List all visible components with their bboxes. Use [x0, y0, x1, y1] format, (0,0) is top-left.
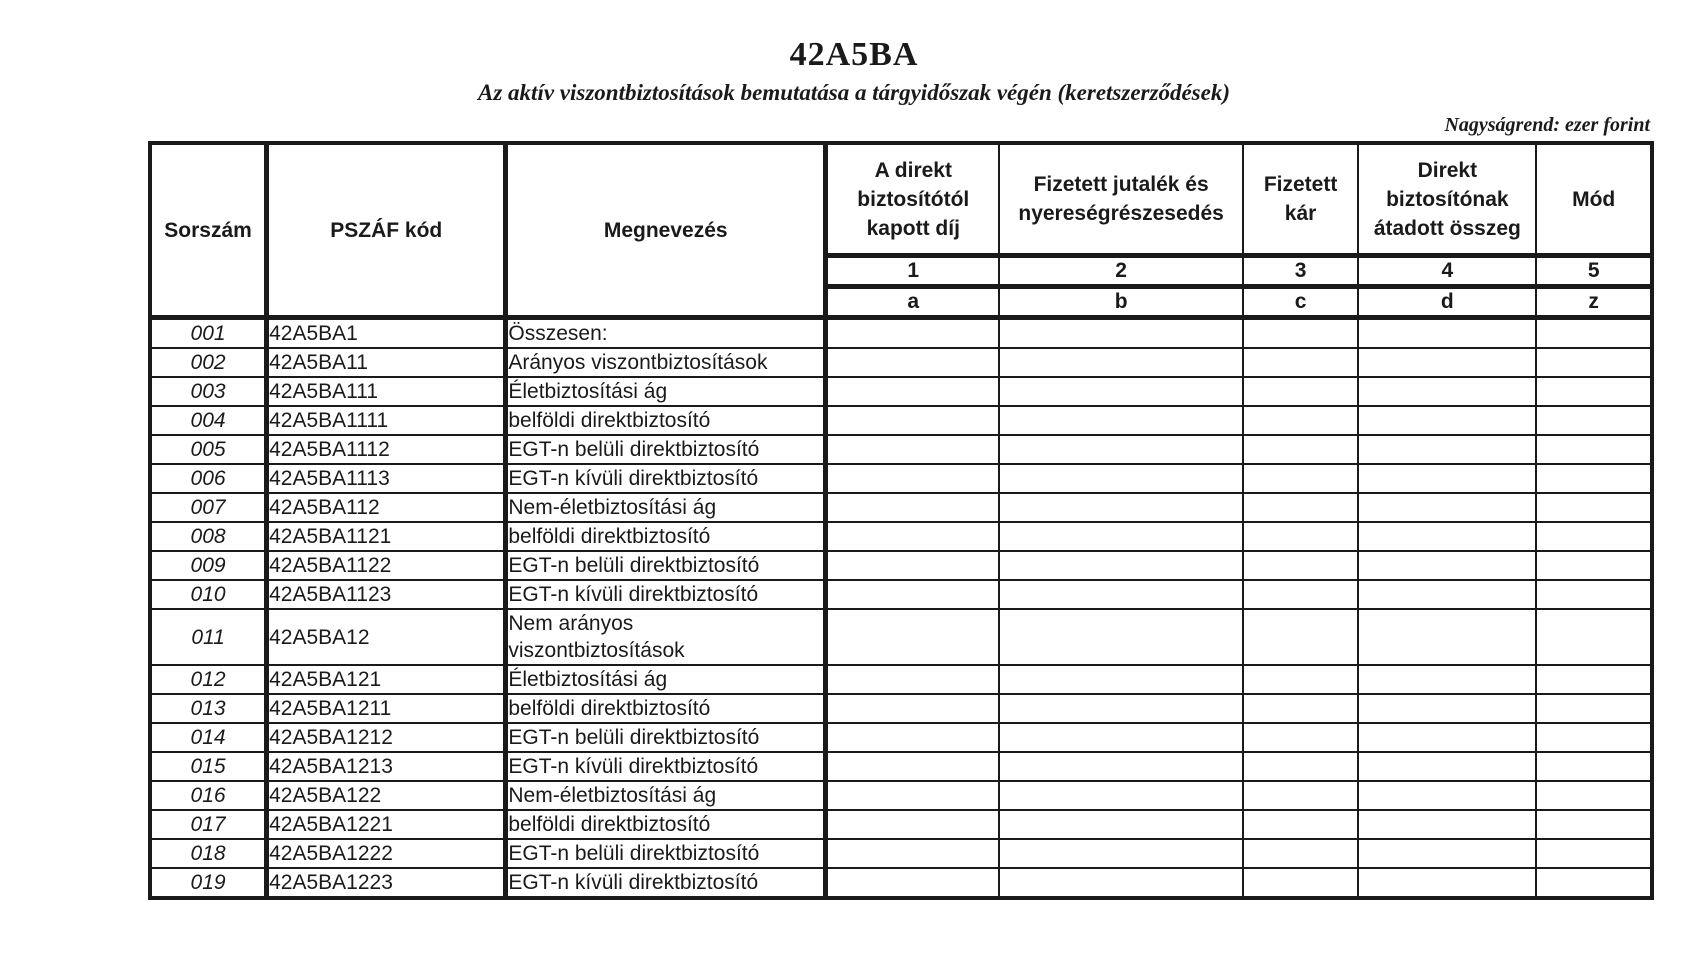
value-cell-col-5[interactable]: [1536, 551, 1652, 580]
value-cell-col-2[interactable]: [999, 868, 1242, 898]
row-name-line: Életbiztosítási ág: [508, 380, 668, 403]
value-cell-col-4[interactable]: [1358, 609, 1536, 665]
row-name: [506, 348, 826, 377]
header-col-letter: a: [826, 287, 1000, 318]
row-pszaf-code: 42A5BA1121: [267, 522, 506, 551]
value-cell-col-3[interactable]: [1243, 694, 1359, 723]
header-name: Megnevezés: [506, 143, 826, 318]
table-row: [150, 839, 1652, 868]
value-cell-col-5[interactable]: [1536, 464, 1652, 493]
value-cell-col-3[interactable]: [1243, 493, 1359, 522]
form-subtitle: Az aktív viszontbiztosítások bemutatása a tárgyidőszak végén (keretszerződések): [478, 80, 1230, 105]
row-seq: 007: [150, 493, 267, 522]
table-row: [150, 723, 1652, 752]
value-cell-col-1[interactable]: [826, 348, 1000, 377]
row-name-line: EGT-n belüli direktbiztosító: [508, 438, 760, 461]
value-cell-col-5[interactable]: [1536, 348, 1652, 377]
value-cell-col-3[interactable]: [1243, 810, 1359, 839]
row-seq: 017: [150, 810, 267, 839]
value-cell-col-5[interactable]: [1536, 839, 1652, 868]
row-pszaf-code: 42A5BA1221: [267, 810, 506, 839]
header-col-number: 1: [826, 256, 1000, 287]
row-seq: 004: [150, 406, 267, 435]
row-pszaf-code: 42A5BA1212: [267, 723, 506, 752]
header-col-3: [1243, 143, 1359, 256]
row-name: [506, 609, 826, 665]
value-cell-col-4[interactable]: [1358, 694, 1536, 723]
value-cell-col-2[interactable]: [999, 810, 1242, 839]
value-cell-col-2[interactable]: [999, 551, 1242, 580]
header-col-letter: c: [1243, 287, 1359, 318]
row-seq: 015: [150, 752, 267, 781]
value-cell-col-2[interactable]: [999, 318, 1242, 349]
row-name-line: belföldi direktbiztosító: [508, 697, 711, 720]
row-pszaf-code: 42A5BA122: [267, 781, 506, 810]
value-cell-col-4[interactable]: [1358, 318, 1536, 349]
row-pszaf-code: 42A5BA1111: [267, 406, 506, 435]
row-name: [506, 694, 826, 723]
value-cell-col-3[interactable]: [1243, 839, 1359, 868]
value-cell-col-5[interactable]: [1536, 868, 1652, 898]
row-name: [506, 406, 826, 435]
value-cell-col-5[interactable]: [1536, 665, 1652, 694]
header-col-label-line: kapott díj: [866, 216, 960, 240]
value-cell-col-3[interactable]: [1243, 318, 1359, 349]
header-col-letter: b: [999, 287, 1242, 318]
value-cell-col-4[interactable]: [1358, 493, 1536, 522]
row-seq: 016: [150, 781, 267, 810]
row-name: [506, 752, 826, 781]
row-pszaf-code: 42A5BA1211: [267, 694, 506, 723]
value-cell-col-4[interactable]: [1358, 810, 1536, 839]
value-cell-col-1[interactable]: [826, 318, 1000, 349]
table-row: [150, 318, 1652, 349]
value-cell-col-2[interactable]: [999, 377, 1242, 406]
table-row: [150, 752, 1652, 781]
header-col-number: 3: [1243, 256, 1359, 287]
value-cell-col-3[interactable]: [1243, 781, 1359, 810]
value-cell-col-3[interactable]: [1243, 464, 1359, 493]
row-name: [506, 723, 826, 752]
value-cell-col-4[interactable]: [1358, 464, 1536, 493]
value-cell-col-1[interactable]: [826, 377, 1000, 406]
value-cell-col-1[interactable]: [826, 810, 1000, 839]
value-cell-col-3[interactable]: [1243, 723, 1359, 752]
header-col-4: [1358, 143, 1536, 256]
value-cell-col-1[interactable]: [826, 868, 1000, 898]
row-seq: 019: [150, 868, 267, 898]
header-col-label-line: Fizetett jutalék és: [1033, 173, 1209, 196]
value-cell-col-1[interactable]: [826, 580, 1000, 609]
value-cell-col-3[interactable]: [1243, 868, 1359, 898]
value-cell-col-3[interactable]: [1243, 406, 1359, 435]
value-cell-col-2[interactable]: [999, 694, 1242, 723]
row-pszaf-code: 42A5BA1223: [267, 868, 506, 898]
value-cell-col-4[interactable]: [1358, 665, 1536, 694]
row-seq: 003: [150, 377, 267, 406]
row-name-line: belföldi direktbiztosító: [508, 525, 711, 548]
value-cell-col-3[interactable]: [1243, 665, 1359, 694]
header-col-1: [826, 143, 1000, 256]
row-name-line: Nem-életbiztosítási ág: [508, 784, 717, 807]
value-cell-col-1[interactable]: [826, 609, 1000, 665]
value-cell-col-1[interactable]: [826, 694, 1000, 723]
header-col-number: 5: [1536, 256, 1652, 287]
row-pszaf-code: 42A5BA1222: [267, 839, 506, 868]
value-cell-col-1[interactable]: [826, 752, 1000, 781]
row-name-line: EGT-n kívüli direktbiztosító: [508, 755, 759, 778]
row-name-line: EGT-n belüli direktbiztosító: [508, 842, 760, 865]
value-cell-col-3[interactable]: [1243, 609, 1359, 665]
row-name: [506, 839, 826, 868]
value-cell-col-1[interactable]: [826, 551, 1000, 580]
table-row: [150, 377, 1652, 406]
value-cell-col-4[interactable]: [1358, 752, 1536, 781]
value-cell-col-2[interactable]: [999, 348, 1242, 377]
table-row: [150, 609, 1652, 665]
table-row: [150, 435, 1652, 464]
row-pszaf-code: 42A5BA111: [267, 377, 506, 406]
row-name: [506, 377, 826, 406]
table-row: [150, 665, 1652, 694]
table-row: [150, 464, 1652, 493]
row-name-line: viszontbiztosítások: [508, 639, 685, 662]
value-cell-col-5[interactable]: [1536, 377, 1652, 406]
header-col-label-line: nyereségrészesedés: [1018, 202, 1224, 225]
header-row-labels: [150, 143, 1652, 256]
row-name-line: Életbiztosítási ág: [508, 668, 668, 691]
value-cell-col-5[interactable]: [1536, 580, 1652, 609]
value-cell-col-4[interactable]: [1358, 377, 1536, 406]
value-cell-col-4[interactable]: [1358, 522, 1536, 551]
row-pszaf-code: 42A5BA1213: [267, 752, 506, 781]
header-col-letter: d: [1358, 287, 1536, 318]
row-name: [506, 522, 826, 551]
value-cell-col-4[interactable]: [1358, 580, 1536, 609]
header-col-2: [999, 143, 1242, 256]
value-cell-col-1[interactable]: [826, 665, 1000, 694]
row-seq: 013: [150, 694, 267, 723]
value-cell-col-2[interactable]: [999, 752, 1242, 781]
value-cell-col-4[interactable]: [1358, 348, 1536, 377]
row-name-line: EGT-n kívüli direktbiztosító: [508, 467, 759, 490]
header-seq: Sorszám: [150, 143, 267, 318]
table-row: [150, 522, 1652, 551]
table-row: [150, 551, 1652, 580]
value-cell-col-1[interactable]: [826, 839, 1000, 868]
value-cell-col-5[interactable]: [1536, 609, 1652, 665]
units-note: Nagyságrend: ezer forint: [1444, 114, 1650, 136]
value-cell-col-5[interactable]: [1536, 406, 1652, 435]
row-name: [506, 318, 826, 349]
table-row: [150, 580, 1652, 609]
value-cell-col-1[interactable]: [826, 435, 1000, 464]
value-cell-col-5[interactable]: [1536, 694, 1652, 723]
header-col-label-line: Fizetett: [1263, 173, 1338, 196]
value-cell-col-4[interactable]: [1358, 839, 1536, 868]
value-cell-col-4[interactable]: [1358, 781, 1536, 810]
value-cell-col-1[interactable]: [826, 493, 1000, 522]
row-name-line: Nem-életbiztosítási ág: [508, 496, 717, 519]
row-name-line: Összesen:: [508, 322, 608, 345]
value-cell-col-2[interactable]: [999, 406, 1242, 435]
header-col-number: 4: [1358, 256, 1536, 287]
row-name-line: EGT-n kívüli direktbiztosító: [508, 871, 759, 894]
row-seq: 014: [150, 723, 267, 752]
row-name: [506, 781, 826, 810]
row-name-line: EGT-n kívüli direktbiztosító: [508, 583, 759, 606]
row-name-line: Nem arányos: [508, 612, 634, 635]
value-cell-col-1[interactable]: [826, 406, 1000, 435]
row-seq: 005: [150, 435, 267, 464]
row-pszaf-code: 42A5BA1123: [267, 580, 506, 609]
value-cell-col-1[interactable]: [826, 522, 1000, 551]
form-code-title: 42A5BA: [789, 36, 919, 73]
value-cell-col-3[interactable]: [1243, 580, 1359, 609]
value-cell-col-3[interactable]: [1243, 752, 1359, 781]
row-seq: 002: [150, 348, 267, 377]
report-table: [148, 141, 1654, 900]
row-name: [506, 665, 826, 694]
value-cell-col-2[interactable]: [999, 493, 1242, 522]
value-cell-col-3[interactable]: [1243, 348, 1359, 377]
table-row: [150, 493, 1652, 522]
value-cell-col-2[interactable]: [999, 781, 1242, 810]
row-name-line: Arányos viszontbiztosítások: [508, 351, 768, 374]
row-pszaf-code: 42A5BA1113: [267, 464, 506, 493]
row-name-line: belföldi direktbiztosító: [508, 409, 711, 432]
row-pszaf-code: 42A5BA1: [267, 318, 506, 349]
value-cell-col-5[interactable]: [1536, 723, 1652, 752]
header-col-label-line: Direkt: [1417, 158, 1478, 182]
value-cell-col-2[interactable]: [999, 522, 1242, 551]
value-cell-col-3[interactable]: [1243, 435, 1359, 464]
row-name-line: belföldi direktbiztosító: [508, 813, 711, 836]
value-cell-col-3[interactable]: [1243, 377, 1359, 406]
value-cell-col-5[interactable]: [1536, 318, 1652, 349]
row-seq: 010: [150, 580, 267, 609]
row-pszaf-code: 42A5BA12: [267, 609, 506, 665]
value-cell-col-4[interactable]: [1358, 435, 1536, 464]
row-pszaf-code: 42A5BA121: [267, 665, 506, 694]
table-row: [150, 406, 1652, 435]
value-cell-col-2[interactable]: [999, 464, 1242, 493]
header-col-label-line: Mód: [1572, 187, 1616, 211]
value-cell-col-2[interactable]: [999, 665, 1242, 694]
value-cell-col-5[interactable]: [1536, 522, 1652, 551]
row-seq: 018: [150, 839, 267, 868]
table-row: [150, 868, 1652, 898]
value-cell-col-4[interactable]: [1358, 868, 1536, 898]
value-cell-col-5[interactable]: [1536, 435, 1652, 464]
table-row: [150, 810, 1652, 839]
header-col-number: 2: [999, 256, 1242, 287]
table-row: [150, 348, 1652, 377]
value-cell-col-3[interactable]: [1243, 551, 1359, 580]
row-seq: 009: [150, 551, 267, 580]
value-cell-col-4[interactable]: [1358, 406, 1536, 435]
value-cell-col-2[interactable]: [999, 839, 1242, 868]
value-cell-col-5[interactable]: [1536, 493, 1652, 522]
header-col-label-line: átadott összeg: [1373, 216, 1521, 240]
row-name-line: EGT-n belüli direktbiztosító: [508, 554, 760, 577]
value-cell-col-2[interactable]: [999, 723, 1242, 752]
row-name: [506, 580, 826, 609]
row-pszaf-code: 42A5BA112: [267, 493, 506, 522]
value-cell-col-5[interactable]: [1536, 752, 1652, 781]
row-name: [506, 810, 826, 839]
row-pszaf-code: 42A5BA1112: [267, 435, 506, 464]
header-pszaf-code: PSZÁF kód: [267, 143, 506, 318]
value-cell-col-5[interactable]: [1536, 810, 1652, 839]
value-cell-col-1[interactable]: [826, 723, 1000, 752]
table-row: [150, 781, 1652, 810]
header-col-5: [1536, 143, 1652, 256]
row-seq: 012: [150, 665, 267, 694]
value-cell-col-2[interactable]: [999, 609, 1242, 665]
row-name: [506, 493, 826, 522]
row-pszaf-code: 42A5BA11: [267, 348, 506, 377]
row-pszaf-code: 42A5BA1122: [267, 551, 506, 580]
row-name-line: EGT-n belüli direktbiztosító: [508, 726, 760, 749]
value-cell-col-1[interactable]: [826, 464, 1000, 493]
row-seq: 006: [150, 464, 267, 493]
value-cell-col-5[interactable]: [1536, 781, 1652, 810]
row-name: [506, 868, 826, 898]
value-cell-col-2[interactable]: [999, 435, 1242, 464]
header-col-label-line: kár: [1284, 202, 1317, 225]
table-body: [150, 318, 1652, 899]
row-name: [506, 435, 826, 464]
row-name: [506, 551, 826, 580]
value-cell-col-1[interactable]: [826, 781, 1000, 810]
value-cell-col-2[interactable]: [999, 580, 1242, 609]
header-col-label-line: biztosítónak: [1386, 187, 1509, 211]
value-cell-col-4[interactable]: [1358, 723, 1536, 752]
row-name: [506, 464, 826, 493]
row-seq: 011: [150, 609, 267, 665]
row-seq: 001: [150, 318, 267, 349]
value-cell-col-4[interactable]: [1358, 551, 1536, 580]
header-col-label-line: biztosítótól: [857, 187, 970, 211]
row-seq: 008: [150, 522, 267, 551]
table-row: [150, 694, 1652, 723]
header-col-label-line: A direkt: [874, 158, 952, 182]
value-cell-col-3[interactable]: [1243, 522, 1359, 551]
header-col-letter: z: [1536, 287, 1652, 318]
